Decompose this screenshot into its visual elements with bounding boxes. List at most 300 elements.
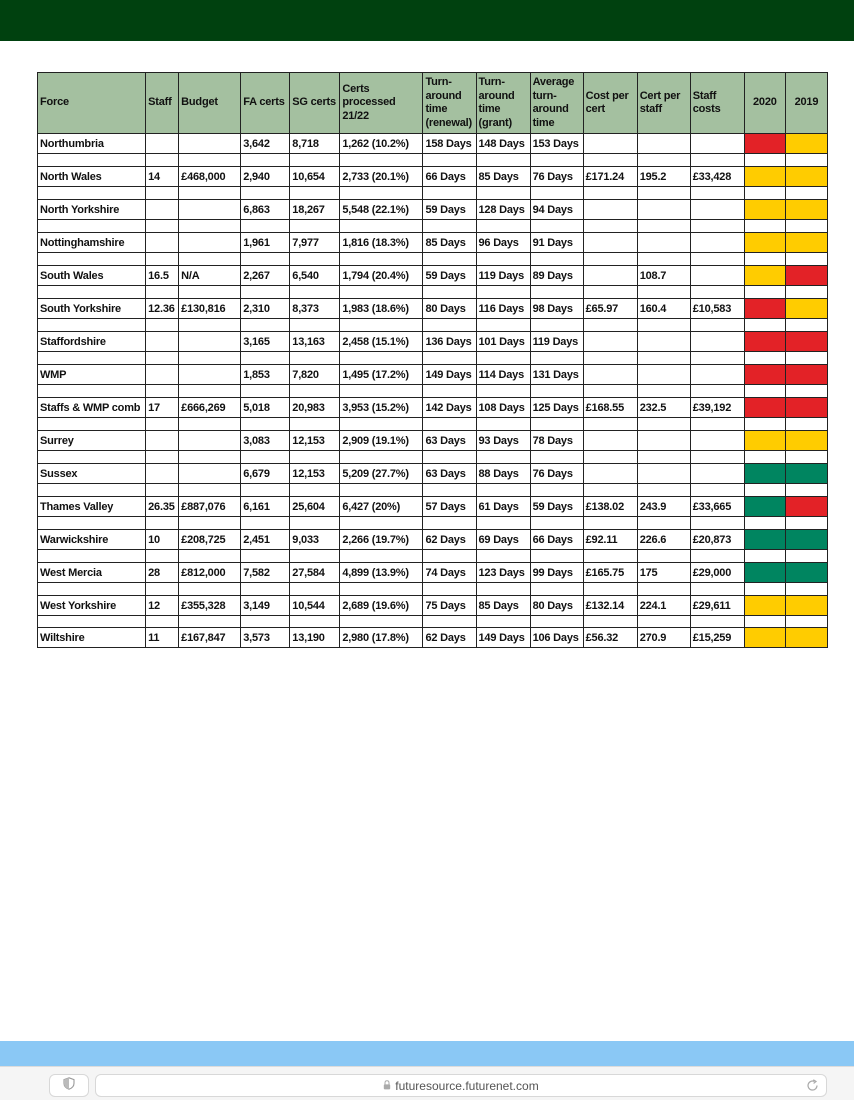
spacer-cell: [38, 451, 146, 464]
status-2019-cell: [785, 530, 827, 550]
spacer-cell: [340, 385, 423, 398]
spacer-cell: [340, 517, 423, 530]
spacer-cell: [38, 352, 146, 365]
spacer-cell: [476, 352, 530, 365]
fa-certs-cell: 2,451: [241, 530, 290, 550]
renewal-time-cell: 62 Days: [423, 530, 476, 550]
spacer-cell: [583, 253, 637, 266]
spacer-cell: [637, 352, 690, 365]
spacer-cell: [241, 616, 290, 628]
average-time-cell: 98 Days: [530, 299, 583, 319]
spacer-cell: [241, 352, 290, 365]
spacer-cell: [530, 352, 583, 365]
spacer-cell: [241, 286, 290, 299]
spacer-cell: [38, 154, 146, 167]
grant-time-cell: 101 Days: [476, 332, 530, 352]
spacer-cell: [744, 517, 785, 530]
spacer-cell: [785, 451, 827, 464]
spacer-cell: [241, 385, 290, 398]
cert-per-staff-cell: [637, 332, 690, 352]
spacer-cell: [690, 154, 744, 167]
cost-per-cert-cell: £171.24: [583, 167, 637, 187]
spacer-cell: [476, 484, 530, 497]
spacer-cell: [583, 352, 637, 365]
average-time-cell: 66 Days: [530, 530, 583, 550]
spacer-cell: [179, 517, 241, 530]
bottom-band: [0, 1041, 854, 1066]
spacer-cell: [690, 616, 744, 628]
status-2019-cell: [785, 266, 827, 286]
spacer-cell: [340, 154, 423, 167]
status-2020-cell: [744, 233, 785, 253]
force-cell: North Yorkshire: [38, 200, 146, 220]
spacer-cell: [290, 484, 340, 497]
grant-time-cell: 96 Days: [476, 233, 530, 253]
spacer-cell: [423, 154, 476, 167]
spacer-cell: [290, 517, 340, 530]
spacer-cell: [38, 517, 146, 530]
spacer-cell: [241, 187, 290, 200]
column-header: FA certs: [241, 73, 290, 134]
table-row: [38, 464, 828, 484]
renewal-time-cell: 80 Days: [423, 299, 476, 319]
spacer-cell: [690, 187, 744, 200]
table-row: [38, 365, 828, 385]
table-body: [38, 134, 828, 648]
budget-cell: £468,000: [179, 167, 241, 187]
spacer-cell: [530, 616, 583, 628]
staff-costs-cell: [690, 431, 744, 451]
fa-certs-cell: 3,083: [241, 431, 290, 451]
spacer-cell: [290, 352, 340, 365]
average-time-cell: 76 Days: [530, 167, 583, 187]
status-2020-cell: [744, 332, 785, 352]
force-cell: West Yorkshire: [38, 596, 146, 616]
status-2020-cell: [744, 398, 785, 418]
spacer-cell: [785, 550, 827, 563]
grant-time-cell: 114 Days: [476, 365, 530, 385]
spacer-cell: [530, 154, 583, 167]
force-cell: West Mercia: [38, 563, 146, 583]
spacer-row: [38, 451, 828, 464]
sg-certs-cell: 27,584: [290, 563, 340, 583]
spacer-cell: [38, 253, 146, 266]
renewal-time-cell: 74 Days: [423, 563, 476, 583]
cert-per-staff-cell: 243.9: [637, 497, 690, 517]
spacer-cell: [744, 220, 785, 233]
cost-per-cert-cell: £138.02: [583, 497, 637, 517]
spacer-cell: [241, 517, 290, 530]
spacer-cell: [146, 451, 179, 464]
spacer-cell: [423, 484, 476, 497]
fa-certs-cell: 6,679: [241, 464, 290, 484]
staff-cell: 14: [146, 167, 179, 187]
spacer-cell: [690, 517, 744, 530]
force-cell: WMP: [38, 365, 146, 385]
grant-time-cell: 88 Days: [476, 464, 530, 484]
spacer-cell: [146, 550, 179, 563]
force-cell: Staffordshire: [38, 332, 146, 352]
force-cell: South Wales: [38, 266, 146, 286]
spacer-cell: [744, 253, 785, 266]
cost-per-cert-cell: [583, 464, 637, 484]
spacer-cell: [38, 550, 146, 563]
grant-time-cell: 128 Days: [476, 200, 530, 220]
spacer-cell: [583, 385, 637, 398]
spacer-cell: [637, 418, 690, 431]
renewal-time-cell: 142 Days: [423, 398, 476, 418]
sg-certs-cell: 18,267: [290, 200, 340, 220]
average-time-cell: 119 Days: [530, 332, 583, 352]
status-2020-cell: [744, 628, 785, 648]
spacer-cell: [340, 583, 423, 596]
sg-certs-cell: 6,540: [290, 266, 340, 286]
average-time-cell: 131 Days: [530, 365, 583, 385]
average-time-cell: 89 Days: [530, 266, 583, 286]
grant-time-cell: 108 Days: [476, 398, 530, 418]
spacer-cell: [785, 517, 827, 530]
table-row: [38, 563, 828, 583]
spacer-cell: [146, 616, 179, 628]
status-2019-cell: [785, 134, 827, 154]
certs-processed-cell: 2,733 (20.1%): [340, 167, 423, 187]
spacer-cell: [530, 484, 583, 497]
spacer-cell: [583, 418, 637, 431]
spacer-cell: [785, 253, 827, 266]
spacer-cell: [179, 616, 241, 628]
staff-cell: [146, 134, 179, 154]
cost-per-cert-cell: [583, 134, 637, 154]
fa-certs-cell: 6,863: [241, 200, 290, 220]
shield-icon: [63, 1077, 75, 1095]
spacer-cell: [637, 220, 690, 233]
spacer-cell: [38, 616, 146, 628]
staff-cell: [146, 365, 179, 385]
column-header: Turn-around time (grant): [476, 73, 530, 134]
force-cell: Sussex: [38, 464, 146, 484]
spacer-cell: [146, 484, 179, 497]
spacer-cell: [179, 550, 241, 563]
spacer-cell: [146, 253, 179, 266]
table-row: [38, 497, 828, 517]
spacer-cell: [476, 451, 530, 464]
staff-cell: 12: [146, 596, 179, 616]
renewal-time-cell: 63 Days: [423, 464, 476, 484]
spacer-cell: [744, 385, 785, 398]
budget-cell: £208,725: [179, 530, 241, 550]
address-bar[interactable]: [95, 1074, 827, 1097]
spacer-cell: [637, 517, 690, 530]
status-2019-cell: [785, 497, 827, 517]
url-text: futuresource.futurenet.com: [395, 1078, 539, 1093]
certs-processed-cell: 1,262 (10.2%): [340, 134, 423, 154]
spacer-cell: [241, 550, 290, 563]
force-cell: Nottinghamshire: [38, 233, 146, 253]
budget-cell: [179, 332, 241, 352]
spacer-cell: [530, 286, 583, 299]
spacer-cell: [744, 550, 785, 563]
spacer-cell: [690, 451, 744, 464]
status-2019-cell: [785, 563, 827, 583]
spacer-cell: [340, 550, 423, 563]
budget-cell: [179, 200, 241, 220]
fa-certs-cell: 1,853: [241, 365, 290, 385]
staff-costs-cell: £10,583: [690, 299, 744, 319]
cert-per-staff-cell: [637, 134, 690, 154]
spacer-cell: [530, 187, 583, 200]
spacer-cell: [179, 484, 241, 497]
grant-time-cell: 116 Days: [476, 299, 530, 319]
budget-cell: [179, 134, 241, 154]
cert-per-staff-cell: [637, 233, 690, 253]
spacer-cell: [637, 154, 690, 167]
spacer-cell: [476, 616, 530, 628]
sg-certs-cell: 7,820: [290, 365, 340, 385]
status-2020-cell: [744, 134, 785, 154]
sidebar-toggle-button[interactable]: [49, 1074, 89, 1097]
certs-processed-cell: 1,816 (18.3%): [340, 233, 423, 253]
spacer-cell: [637, 484, 690, 497]
status-2020-cell: [744, 596, 785, 616]
grant-time-cell: 123 Days: [476, 563, 530, 583]
table-row: [38, 200, 828, 220]
spacer-cell: [530, 451, 583, 464]
spacer-cell: [744, 286, 785, 299]
budget-cell: [179, 431, 241, 451]
spacer-cell: [637, 550, 690, 563]
status-2019-cell: [785, 596, 827, 616]
certs-processed-cell: 2,458 (15.1%): [340, 332, 423, 352]
spacer-cell: [744, 154, 785, 167]
spacer-cell: [423, 286, 476, 299]
spacer-cell: [179, 451, 241, 464]
spacer-cell: [179, 187, 241, 200]
renewal-time-cell: 75 Days: [423, 596, 476, 616]
spacer-cell: [290, 187, 340, 200]
spacer-cell: [583, 319, 637, 332]
fa-certs-cell: 3,642: [241, 134, 290, 154]
certs-processed-cell: 2,909 (19.1%): [340, 431, 423, 451]
spacer-row: [38, 154, 828, 167]
column-header: Certs processed 21/22: [340, 73, 423, 134]
spacer-cell: [530, 418, 583, 431]
spacer-cell: [476, 517, 530, 530]
cost-per-cert-cell: [583, 266, 637, 286]
table-row: [38, 332, 828, 352]
spacer-cell: [583, 517, 637, 530]
budget-cell: £812,000: [179, 563, 241, 583]
average-time-cell: 99 Days: [530, 563, 583, 583]
force-cell: Warwickshire: [38, 530, 146, 550]
spacer-cell: [476, 154, 530, 167]
column-header: Cost per cert: [583, 73, 637, 134]
spacer-cell: [38, 484, 146, 497]
lock-icon: [383, 1079, 391, 1093]
spacer-cell: [637, 319, 690, 332]
spacer-cell: [690, 319, 744, 332]
spacer-cell: [583, 550, 637, 563]
cert-per-staff-cell: [637, 431, 690, 451]
column-header: SG certs: [290, 73, 340, 134]
cert-per-staff-cell: 270.9: [637, 628, 690, 648]
cost-per-cert-cell: [583, 332, 637, 352]
staff-cell: 26.35: [146, 497, 179, 517]
spacer-cell: [744, 451, 785, 464]
average-time-cell: 125 Days: [530, 398, 583, 418]
spacer-cell: [340, 286, 423, 299]
spacer-cell: [290, 253, 340, 266]
spacer-cell: [241, 154, 290, 167]
spacer-cell: [637, 286, 690, 299]
spacer-row: [38, 550, 828, 563]
spacer-cell: [146, 385, 179, 398]
spacer-cell: [476, 418, 530, 431]
status-2020-cell: [744, 200, 785, 220]
spacer-cell: [146, 220, 179, 233]
status-2019-cell: [785, 167, 827, 187]
staff-costs-cell: £29,000: [690, 563, 744, 583]
sg-certs-cell: 8,718: [290, 134, 340, 154]
grant-time-cell: 85 Days: [476, 596, 530, 616]
spacer-cell: [38, 187, 146, 200]
spacer-cell: [179, 253, 241, 266]
spacer-row: [38, 616, 828, 628]
staff-cell: [146, 233, 179, 253]
spacer-cell: [744, 418, 785, 431]
spacer-row: [38, 319, 828, 332]
spacer-cell: [690, 220, 744, 233]
cert-per-staff-cell: [637, 200, 690, 220]
spacer-cell: [179, 154, 241, 167]
certs-processed-cell: 2,266 (19.7%): [340, 530, 423, 550]
spacer-cell: [340, 484, 423, 497]
spacer-cell: [744, 484, 785, 497]
sg-certs-cell: 25,604: [290, 497, 340, 517]
sg-certs-cell: 12,153: [290, 431, 340, 451]
staff-cell: [146, 200, 179, 220]
reload-icon[interactable]: [805, 1078, 820, 1093]
grant-time-cell: 61 Days: [476, 497, 530, 517]
spacer-cell: [744, 583, 785, 596]
average-time-cell: 76 Days: [530, 464, 583, 484]
top-banner: [0, 0, 854, 41]
table-row: [38, 530, 828, 550]
spacer-cell: [785, 220, 827, 233]
spacer-cell: [785, 352, 827, 365]
spacer-cell: [423, 385, 476, 398]
status-2020-cell: [744, 365, 785, 385]
spacer-cell: [179, 286, 241, 299]
staff-costs-cell: [690, 233, 744, 253]
status-2019-cell: [785, 365, 827, 385]
budget-cell: £130,816: [179, 299, 241, 319]
spacer-cell: [423, 220, 476, 233]
status-2020-cell: [744, 563, 785, 583]
spacer-cell: [476, 253, 530, 266]
spacer-cell: [241, 418, 290, 431]
spacer-row: [38, 286, 828, 299]
table-row: [38, 431, 828, 451]
spacer-cell: [690, 385, 744, 398]
column-header: Average turn-around time: [530, 73, 583, 134]
cost-per-cert-cell: [583, 365, 637, 385]
fa-certs-cell: 7,582: [241, 563, 290, 583]
spacer-cell: [241, 451, 290, 464]
spacer-cell: [340, 220, 423, 233]
spacer-cell: [583, 187, 637, 200]
spacer-cell: [179, 418, 241, 431]
average-time-cell: 80 Days: [530, 596, 583, 616]
certs-processed-cell: 4,899 (13.9%): [340, 563, 423, 583]
status-2020-cell: [744, 266, 785, 286]
cert-per-staff-cell: 232.5: [637, 398, 690, 418]
staff-cell: 11: [146, 628, 179, 648]
spacer-cell: [530, 517, 583, 530]
spacer-row: [38, 385, 828, 398]
sg-certs-cell: 7,977: [290, 233, 340, 253]
table-row: [38, 299, 828, 319]
grant-time-cell: 119 Days: [476, 266, 530, 286]
grant-time-cell: 149 Days: [476, 628, 530, 648]
spacer-cell: [179, 220, 241, 233]
cost-per-cert-cell: [583, 233, 637, 253]
force-cell: Staffs & WMP comb: [38, 398, 146, 418]
table-header-row: [38, 73, 828, 134]
status-2019-cell: [785, 200, 827, 220]
spacer-cell: [38, 418, 146, 431]
spacer-cell: [179, 385, 241, 398]
spacer-cell: [423, 616, 476, 628]
status-2020-cell: [744, 299, 785, 319]
spacer-cell: [146, 517, 179, 530]
budget-cell: [179, 365, 241, 385]
sg-certs-cell: 12,153: [290, 464, 340, 484]
cert-per-staff-cell: [637, 464, 690, 484]
cert-per-staff-cell: [637, 365, 690, 385]
force-cell: South Yorkshire: [38, 299, 146, 319]
fa-certs-cell: 3,165: [241, 332, 290, 352]
spacer-row: [38, 484, 828, 497]
spacer-cell: [690, 583, 744, 596]
status-2019-cell: [785, 431, 827, 451]
renewal-time-cell: 57 Days: [423, 497, 476, 517]
cost-per-cert-cell: £132.14: [583, 596, 637, 616]
spacer-cell: [241, 220, 290, 233]
staff-cell: 16.5: [146, 266, 179, 286]
cost-per-cert-cell: £168.55: [583, 398, 637, 418]
spacer-cell: [423, 253, 476, 266]
sg-certs-cell: 10,654: [290, 167, 340, 187]
table-row: [38, 596, 828, 616]
spacer-row: [38, 352, 828, 365]
spacer-cell: [423, 451, 476, 464]
spacer-cell: [476, 220, 530, 233]
fa-certs-cell: 2,267: [241, 266, 290, 286]
spacer-cell: [423, 583, 476, 596]
spacer-row: [38, 220, 828, 233]
spacer-cell: [179, 352, 241, 365]
budget-cell: £887,076: [179, 497, 241, 517]
budget-cell: [179, 233, 241, 253]
spacer-cell: [340, 616, 423, 628]
renewal-time-cell: 62 Days: [423, 628, 476, 648]
spacer-cell: [423, 517, 476, 530]
spacer-row: [38, 253, 828, 266]
staff-cell: [146, 332, 179, 352]
spacer-cell: [290, 451, 340, 464]
spacer-cell: [146, 418, 179, 431]
cert-per-staff-cell: 175: [637, 563, 690, 583]
